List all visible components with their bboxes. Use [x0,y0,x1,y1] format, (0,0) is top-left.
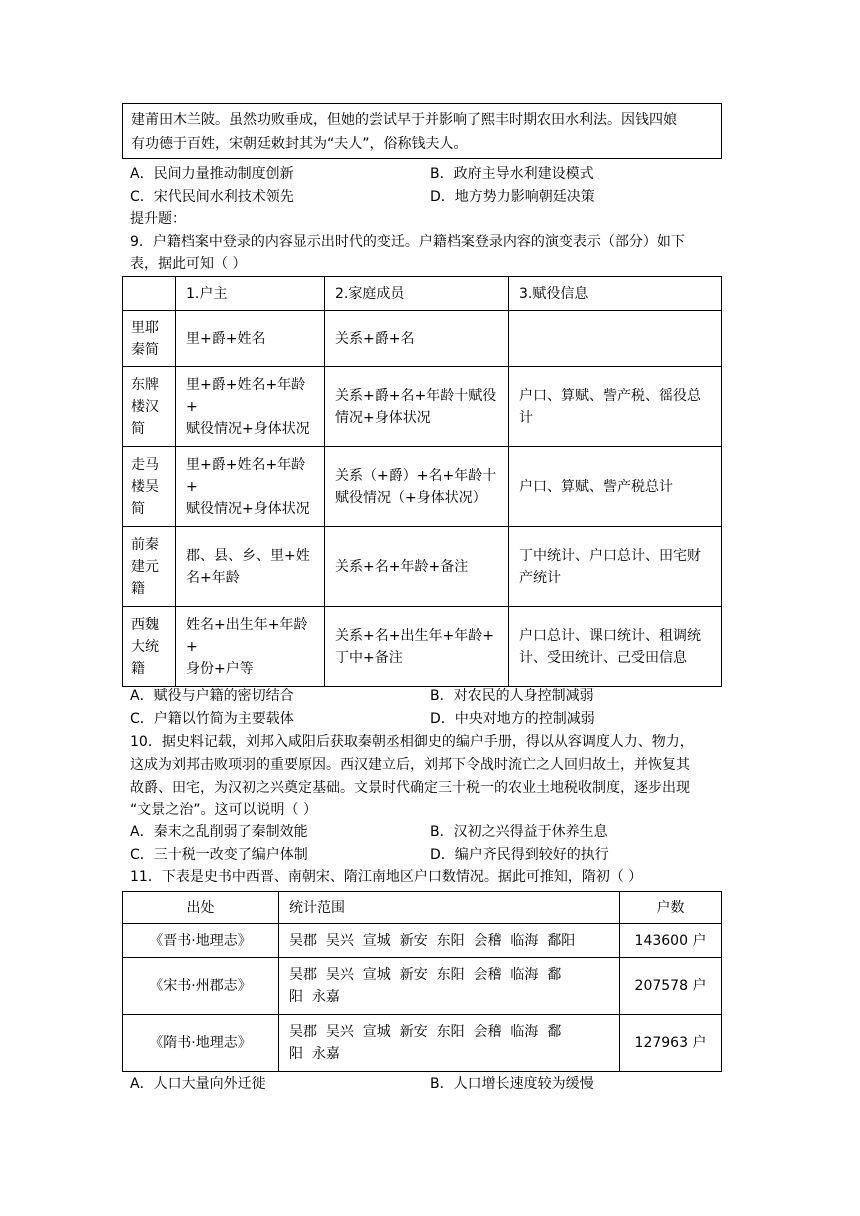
cell-line: 产统计 [519,569,561,586]
q9-option-a: A．赋役与户籍的密切结合 [130,688,294,704]
q9-option-d: D．中央对地方的控制减弱 [430,711,595,727]
cell-line: 简 [131,420,145,437]
q9-stem-line: 表，据此可知（ ） [130,256,247,272]
source-cell: 《隋书·地理志》 [123,1015,279,1072]
table-row [123,607,722,687]
head-cell [176,367,325,447]
q10-option-d: D．编户齐民得到较好的执行 [430,847,609,863]
q9-stem-line: 9．户籍档案中登录的内容显示出时代的变迁。户籍档案登录内容的演变表示（部分）如下 [130,234,685,250]
cell-line: 走马 [131,456,159,473]
q10-option-b: B．汉初之兴得益于休养生息 [430,824,608,840]
cell-line: 关系+爵+名+年龄十赋役 [335,387,497,404]
cell-line: 里+爵+姓名+年龄+ [186,456,306,495]
scope-cell [279,958,620,1015]
cell-line: 赋役情况（+身体状况） [335,489,487,506]
cell-line: 楼吴 [131,478,159,495]
table-row [123,447,722,527]
tax-cell [509,447,722,527]
table-row [123,527,722,607]
cell-line: 前秦 [131,536,159,553]
scope-cell [279,924,620,958]
tax-cell [509,311,722,367]
table-header-cell: 3.赋役信息 [509,277,722,311]
table-row [123,367,722,447]
cell-line: 赋役情况+身体状况 [186,500,310,517]
table-row [123,924,722,958]
cell-line: 里+爵+姓名+年龄+ [186,376,306,415]
table-header-cell: 2.家庭成员 [325,277,509,311]
cell-line: 籍 [131,580,145,597]
cell-line: 里耶 [131,319,159,336]
q10-option-c: C．三十税一改变了编户体制 [130,847,308,863]
cell-line: 吴郡 吴兴 宣城 新安 东阳 会稽 临海 鄱 [289,1024,562,1040]
family-cell [325,311,509,367]
passage-line: 有功德于百姓，宋朝廷敕封其为“夫人”，俗称钱夫人。 [131,136,468,152]
cell-line: 阳 永嘉 [289,989,340,1005]
cell-line: 关系+爵+名 [335,330,415,347]
q10-option-a: A．秦末之乱削弱了秦制效能 [130,824,308,840]
cell-line: 姓名+出生年+年龄+ [186,616,308,655]
cell-line: 计 [519,409,533,426]
households-cell: 127963 户 [620,1015,722,1072]
source-cell: 《宋书·州郡志》 [123,958,279,1015]
q11-stem: 11．下表是史书中西晋、南朝宋、隋江南地区户口数情况。据此可推知，隋初（ ） [130,869,643,885]
q11-household-table [122,891,722,1072]
table-header-row [123,892,722,924]
table-header-cell: 1.户主 [176,277,325,311]
family-cell [325,447,509,527]
table-header-cell [123,277,176,311]
tax-cell [509,527,722,607]
q8-option-c: C．宋代民间水利技术领先 [130,189,294,205]
cell-line: 阳 永嘉 [289,1046,340,1062]
scope-cell [279,1015,620,1072]
head-cell [176,447,325,527]
table-header-cell: 统计范围 [279,892,620,924]
cell-line: 大统 [131,638,159,655]
source-cell [123,447,176,527]
cell-line: 吴郡 吴兴 宣城 新安 东阳 会稽 临海 鄱阳 [289,932,576,949]
cell-line: 东牌 [131,376,159,393]
q10-stem-line: “文景之治”。这可以说明（ ） [130,802,317,818]
source-cell [123,311,176,367]
passage-line: 建莆田木兰陂。虽然功败垂成，但她的尝试早于并影响了熙丰时期农田水利法。因钱四娘 [131,112,677,128]
q9-household-table [122,276,722,687]
table-row [123,311,722,367]
section-label: 提升题： [130,211,186,227]
q10-stem-line: 故爵、田宅，为汉初之兴奠定基础。文景时代确定三十税一的农业土地税收制度，逐步出现 [130,780,690,796]
households-cell: 143600 户 [620,924,722,958]
q10-stem-line: 这成为刘邦击败项羽的重要原因。西汉建立后，刘邦下令战时流亡之人回归故土，并恢复其 [130,757,690,773]
cell-line: 吴郡 吴兴 宣城 新安 东阳 会稽 临海 鄱 [289,967,562,983]
q8-option-a: A．民间力量推动制度创新 [130,166,294,182]
tax-cell [509,607,722,687]
cell-line: 秦简 [131,341,159,358]
cell-line: 关系+名+出生年+年龄+ [335,627,494,644]
q11-option-a: A．人口大量向外迁徙 [130,1076,266,1092]
table-header-row [123,277,722,311]
tax-cell [509,367,722,447]
head-cell [176,527,325,607]
source-cell [123,367,176,447]
cell-line: 建元 [131,558,159,575]
cell-line: 户口、算赋、訾产税总计 [519,478,673,495]
cell-line: 赋役情况+身体状况 [186,420,310,437]
q8-option-d: D．地方势力影响朝廷决策 [430,189,595,205]
table-header-cell: 户数 [620,892,722,924]
cell-line: 计、受田统计、己受田信息 [519,649,687,666]
cell-line: 关系（+爵）+名+年龄十 [335,467,497,484]
cell-line: 里+爵+姓名 [186,330,266,347]
cell-line: 关系+名+年龄+备注 [335,558,469,575]
households-cell: 207578 户 [620,958,722,1015]
cell-line: 楼汉 [131,398,159,415]
cell-line: 丁中+备注 [335,649,403,666]
table-row [123,958,722,1015]
q11-option-b: B．人口增长速度较为缓慢 [430,1076,594,1092]
table-header-cell: 出处 [123,892,279,924]
q10-stem-line: 10．据史料记载，刘邦入咸阳后获取秦朝丞相御史的编户手册，得以从容调度人力、物力， [130,734,694,750]
table-row [123,1015,722,1072]
q9-option-c: C．户籍以竹简为主要载体 [130,711,294,727]
family-cell [325,607,509,687]
family-cell [325,367,509,447]
source-cell [123,607,176,687]
cell-line: 西魏 [131,616,159,633]
head-cell [176,607,325,687]
cell-line: 郡、县、乡、里+姓 [186,547,310,564]
head-cell [176,311,325,367]
cell-line: 籍 [131,660,145,677]
cell-line: 户口总计、课口统计、租调统 [519,627,701,644]
q9-option-b: B．对农民的人身控制减弱 [430,688,594,704]
source-passage-box [122,103,722,159]
family-cell [325,527,509,607]
source-cell [123,527,176,607]
cell-line: 名+年龄 [186,569,240,586]
cell-line: 简 [131,500,145,517]
cell-line: 身份+户等 [186,660,254,677]
cell-line: 情况+身体状况 [335,409,431,426]
cell-line: 丁中统计、户口总计、田宅财 [519,547,701,564]
source-cell: 《晋书·地理志》 [123,924,279,958]
cell-line: 户口、算赋、訾产税、徭役总 [519,387,701,404]
q8-option-b: B．政府主导水利建设模式 [430,166,594,182]
